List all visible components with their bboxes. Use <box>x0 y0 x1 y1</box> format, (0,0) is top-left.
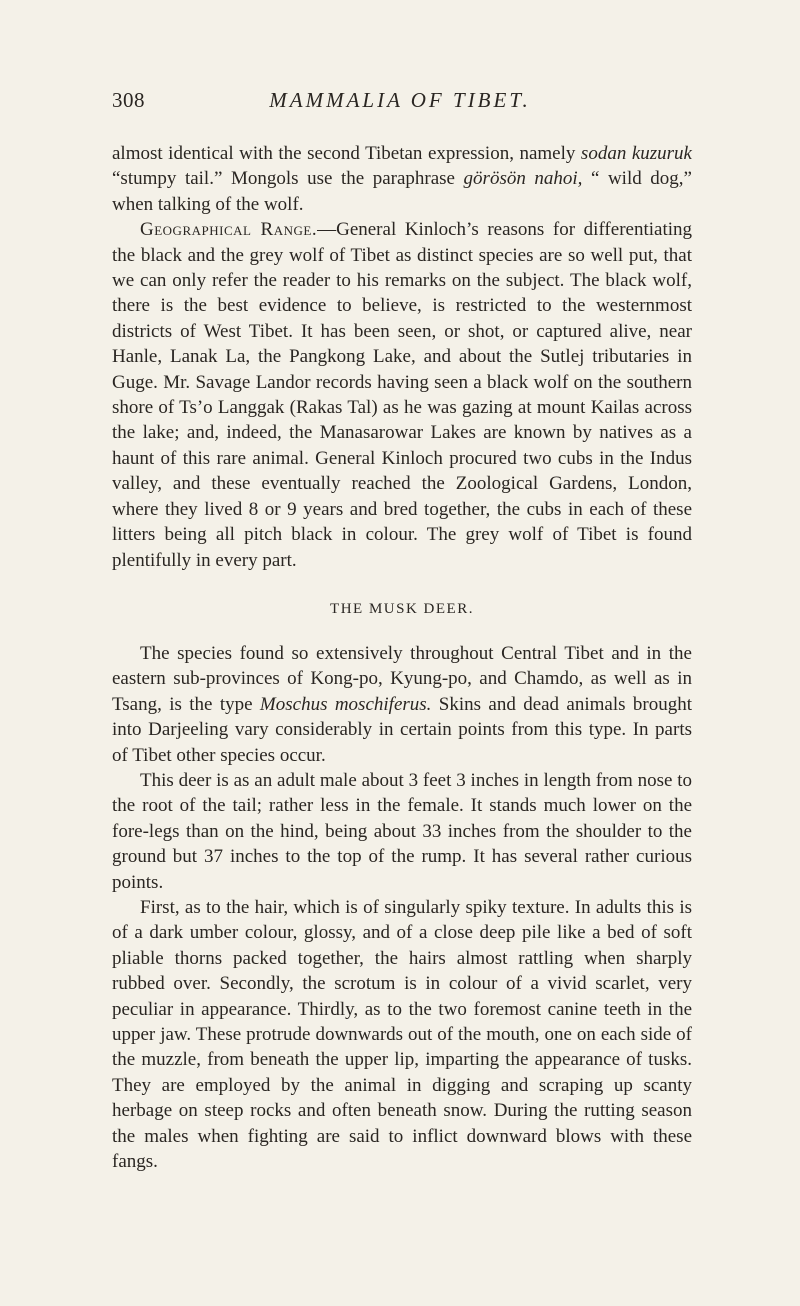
text-run: almost identical with the second Tibetan expression, namely <box>112 143 581 164</box>
italic-term: sodan kuzuruk <box>580 143 692 164</box>
italic-term: Moschus moschiferus. <box>259 693 432 715</box>
italic-term: görösön nahoi, <box>463 168 583 190</box>
paragraph-species <box>112 641 692 768</box>
text-run: Skins and dead animals brought into Darjeeling vary considerably in certain points from this type. In parts of Tibet other species occur. <box>112 693 692 766</box>
paragraph-geographical-range <box>112 217 692 573</box>
paragraph-features: First, as to the hair, which is of singularly spiky texture. In adults this is of a dark umber colour, glossy, and of a close deep pile like a bed of soft pliable thorns packed together, the hairs almost rattling when sharply rubbed over. Secondly, the scrotum is in colour of a vivid scarlet, very peculiar in appearance. Thirdly, as to the two foremost canine teeth in the upper jaw. These protrude downwards out of the mouth, one on each side of the muzzle, from beneath the upper lip, imparting the appearance of tusks. They are employed by the animal in digging and scraping up scanty herbage on steep rocks and often beneath snow. During the rutting season the males when fighting are said to inflict downward blows with these fangs. <box>112 896 692 1173</box>
text-run: “ wild dog,” when talking of the wolf. <box>112 168 692 215</box>
text-run: —General Kinloch’s reasons for differentiating the black and the grey wolf of Tibet as distinct species are so well put, that we can only refer the reader to his remarks on the subject. The black wolf, there is the best evidence to believe, is restricted to the westernmost districts of West Tibet. It has been seen, or shot, or captured alive, near Hanle, Lanak La, the Pangkong Lake, and about the Sutlej tributaries in Guge. Mr. Savage Landor records having seen a black wolf on the southern shore of Ts’o Langgak (Rakas Tal) as he was gazing at mount Kailas across the lake; and, indeed, the Manasarowar Lakes are known by natives as a haunt of this rare animal. General Kinloch procured two cubs in the Indus valley, and these eventually reached the Zoological Gardens, London, where they lived 8 or 9 years and bred together, the cubs in each of these litters being all pitch black in colour. The grey wolf of Tibet is found plentifully in every part. <box>112 219 692 571</box>
paragraph-size: This deer is as an adult male about 3 feet 3 inches in length from nose to the root of the tail; rather less in the female. It stands much lower on the fore-legs than on the hind, being about 33 inches from the shoulder to the ground but 37 inches to the top of the rump. It has several rather curious points. <box>112 769 692 893</box>
lead-in: Geographical Range. <box>140 219 318 241</box>
page-number: 308 <box>112 88 145 112</box>
text-run: “stumpy tail.” Mongols use the paraphrase <box>112 168 464 190</box>
section-heading-musk-deer: THE MUSK DEER. <box>330 600 474 617</box>
running-title: MAMMALIA OF TIBET. <box>269 88 531 112</box>
paragraph-wolf-names <box>112 141 692 217</box>
body-text <box>112 141 692 1174</box>
text-run: The species found so extensively throughout Central Tibet and in the eastern sub-provinces of Kong-po, Kyung-po, and Chamdo, as well as in Tsang, is the type <box>112 642 692 715</box>
